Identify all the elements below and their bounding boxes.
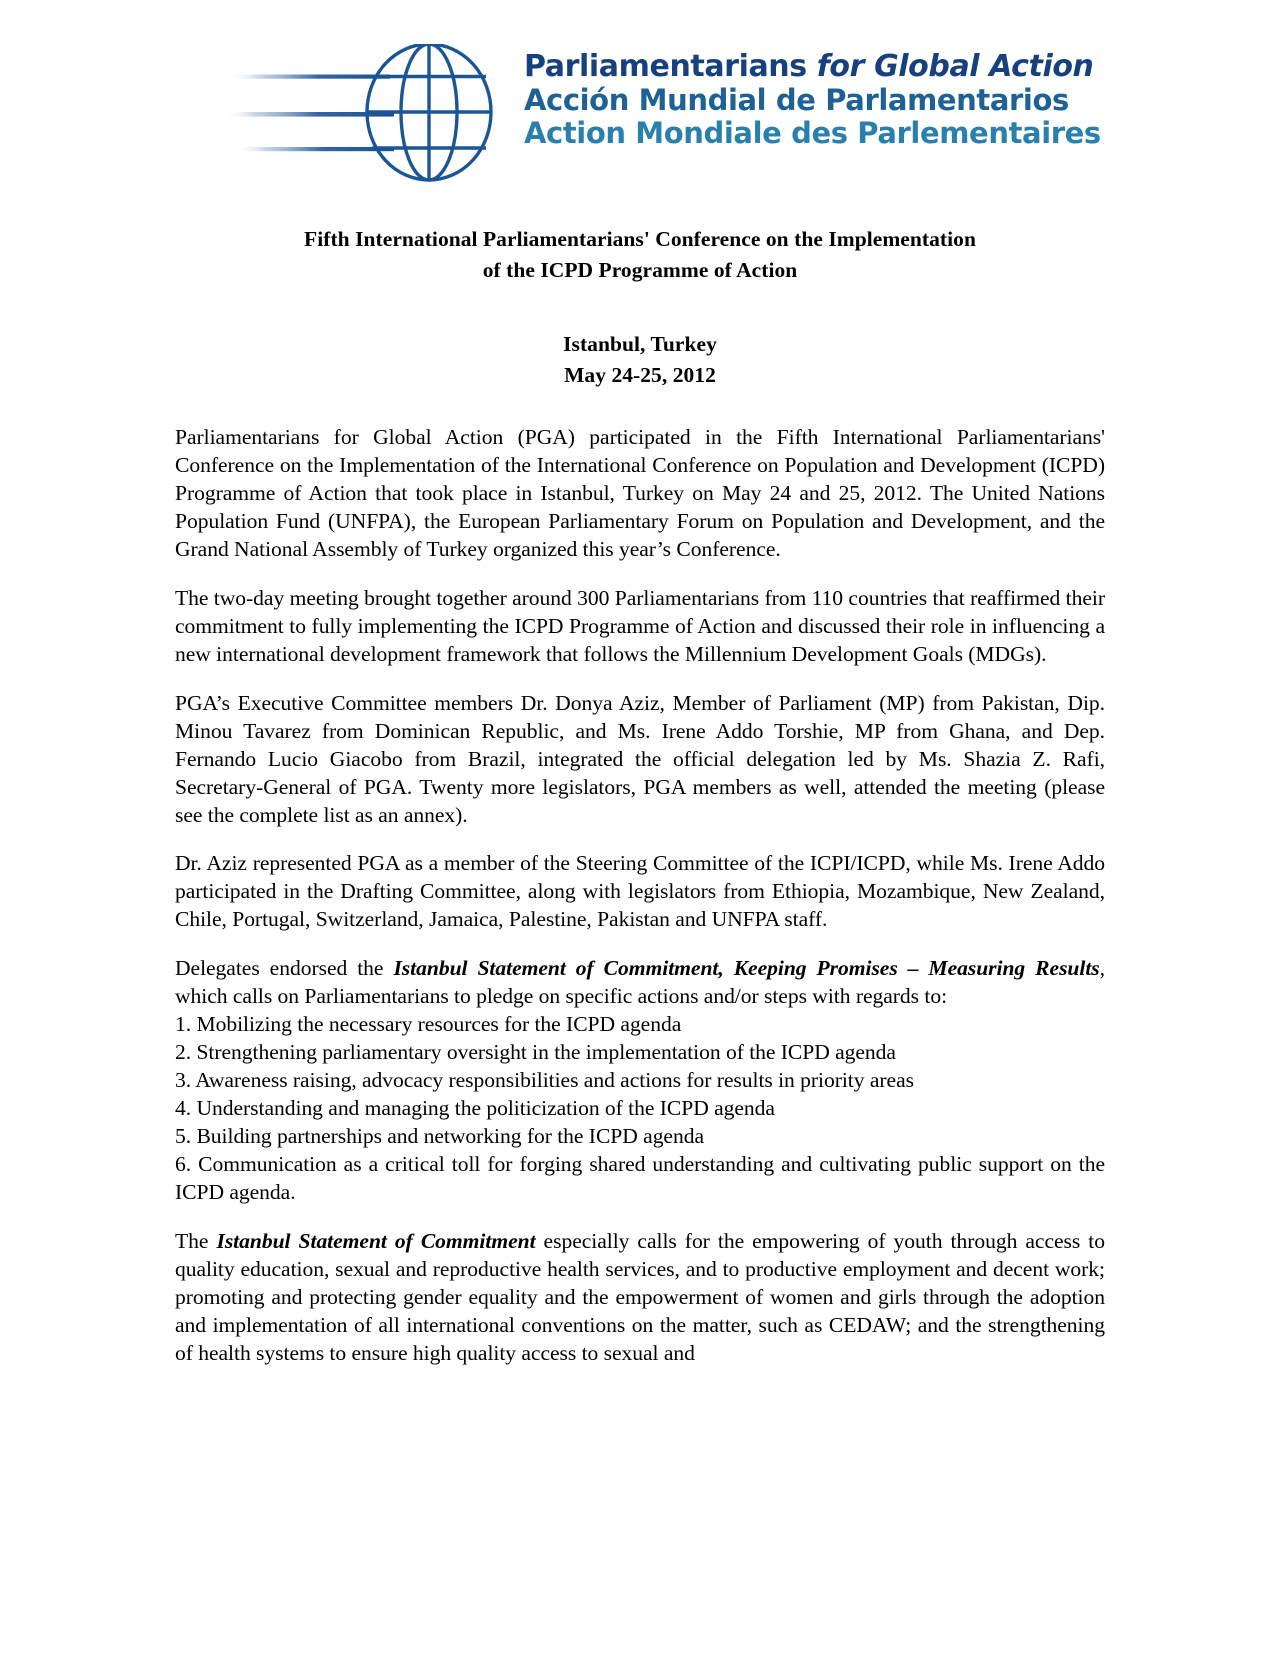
logo-line-english-regular: Parliamentarians bbox=[524, 49, 817, 84]
event-dates: May 24-25, 2012 bbox=[564, 362, 716, 387]
logo-line-french: Action Mondiale des Parlementaires bbox=[524, 116, 1101, 150]
list-item-wrapped: 6. Communication as a critical toll for forging shared understanding and cultivating public support on the ICPD agenda. bbox=[175, 1151, 1105, 1204]
istanbul-statement-title-full: Istanbul Statement of Commitment, Keeping Promises – Measuring Results bbox=[393, 956, 1100, 981]
istanbul-statement-title-short: Istanbul Statement of Commitment bbox=[216, 1228, 536, 1253]
list-item: 2. Strengthening parliamentary oversight in the implementation of the ICPD agenda bbox=[175, 1040, 896, 1065]
document-title-line-1: Fifth International Parliamentarians' Conference on the Implementation bbox=[304, 227, 976, 251]
letterhead bbox=[0, 0, 1280, 200]
globe-icon bbox=[224, 44, 504, 184]
logo-line-spanish: Acción Mundial de Parlamentarios bbox=[524, 83, 1069, 117]
paragraph-endorsement bbox=[175, 955, 1105, 1011]
document-body bbox=[175, 390, 1105, 1368]
paragraph-statement-details bbox=[175, 1228, 1105, 1368]
endorsement-text-before: Delegates endorsed the bbox=[175, 956, 394, 981]
list-item: 4. Understanding and managing the politicization of the ICPD agenda bbox=[175, 1096, 775, 1121]
logo-line-english bbox=[524, 49, 1101, 84]
list-item: 1. Mobilizing the necessary resources for the ICPD agenda bbox=[175, 1012, 682, 1037]
endorsement-text-after: , which calls on Parliamentarians to pledge on specific actions and/or steps with regards to: bbox=[175, 956, 1105, 1009]
paragraph-delegation: PGA’s Executive Committee members Dr. Donya Aziz, Member of Parliament (MP) from Pakistan, Dip. Minou Tavarez from Dominican Republic, and Ms. Irene Addo Torshie, MP from Ghana, and Dep. Fernando Lucio Giacobo from Brazil, integrated the official delegation led by Ms. Shazia Z. Rafi, Secretary-General of PGA. Twenty more legislators, PGA members as well, attended the meeting (please see the complete list as an annex). bbox=[175, 690, 1105, 827]
paragraph-meeting-overview: The two-day meeting brought together around 300 Parliamentarians from 110 countries that reaffirmed their commitment to fully implementing the ICPD Programme of Action and discussed their role in influencing a new international development framework that follows the Millennium Development Goals (MDGs). bbox=[175, 585, 1105, 666]
organization-logo bbox=[224, 44, 1101, 184]
list-item: 3. Awareness raising, advocacy responsibilities and actions for results in priority areas bbox=[175, 1068, 914, 1093]
pledge-list bbox=[175, 1011, 1105, 1207]
paragraph-intro: Parliamentarians for Global Action (PGA) participated in the Fifth International Parliamentarians' Conference on the Implementation of the International Conference on Population and Development (ICPD) Programme of Action that took place in Istanbul, Turkey on May 24 and 25, 2012. The United Nations Population Fund (UNFPA), the European Parliamentary Forum on Population and Development, and the Grand National Assembly of Turkey organized this year’s Conference. bbox=[175, 425, 1105, 561]
event-location: Istanbul, Turkey bbox=[563, 332, 717, 357]
list-item: 5. Building partnerships and networking for the ICPD agenda bbox=[175, 1124, 704, 1149]
document-title bbox=[140, 200, 1140, 285]
logo-line-english-italic: for Global Action bbox=[816, 49, 1094, 84]
event-venue-block bbox=[140, 285, 1140, 390]
statement-text-after: especially calls for the empowering of youth through access to quality education, sexual and reproductive health services, and to productive employment and decent work; promoting and protecting gender equality and the empowerment of women and girls through the adoption and implementation of all international conventions on the matter, such as CEDAW; and the strengthening of health systems to ensure high quality access to sexual and bbox=[175, 1228, 1105, 1365]
statement-text-before: The bbox=[175, 1228, 217, 1253]
paragraph-committees: Dr. Aziz represented PGA as a member of the Steering Committee of the ICPI/ICPD, while Ms. Irene Addo participated in the Drafting Committee, along with legislators from Ethiopia, Mozambique, New Zealand, Chile, Portugal, Switzerland, Jamaica, Palestine, Pakistan and UNFPA staff. bbox=[175, 851, 1105, 932]
logo-wordmark bbox=[524, 49, 1101, 150]
document-title-line-2: of the ICPD Programme of Action bbox=[482, 257, 798, 282]
